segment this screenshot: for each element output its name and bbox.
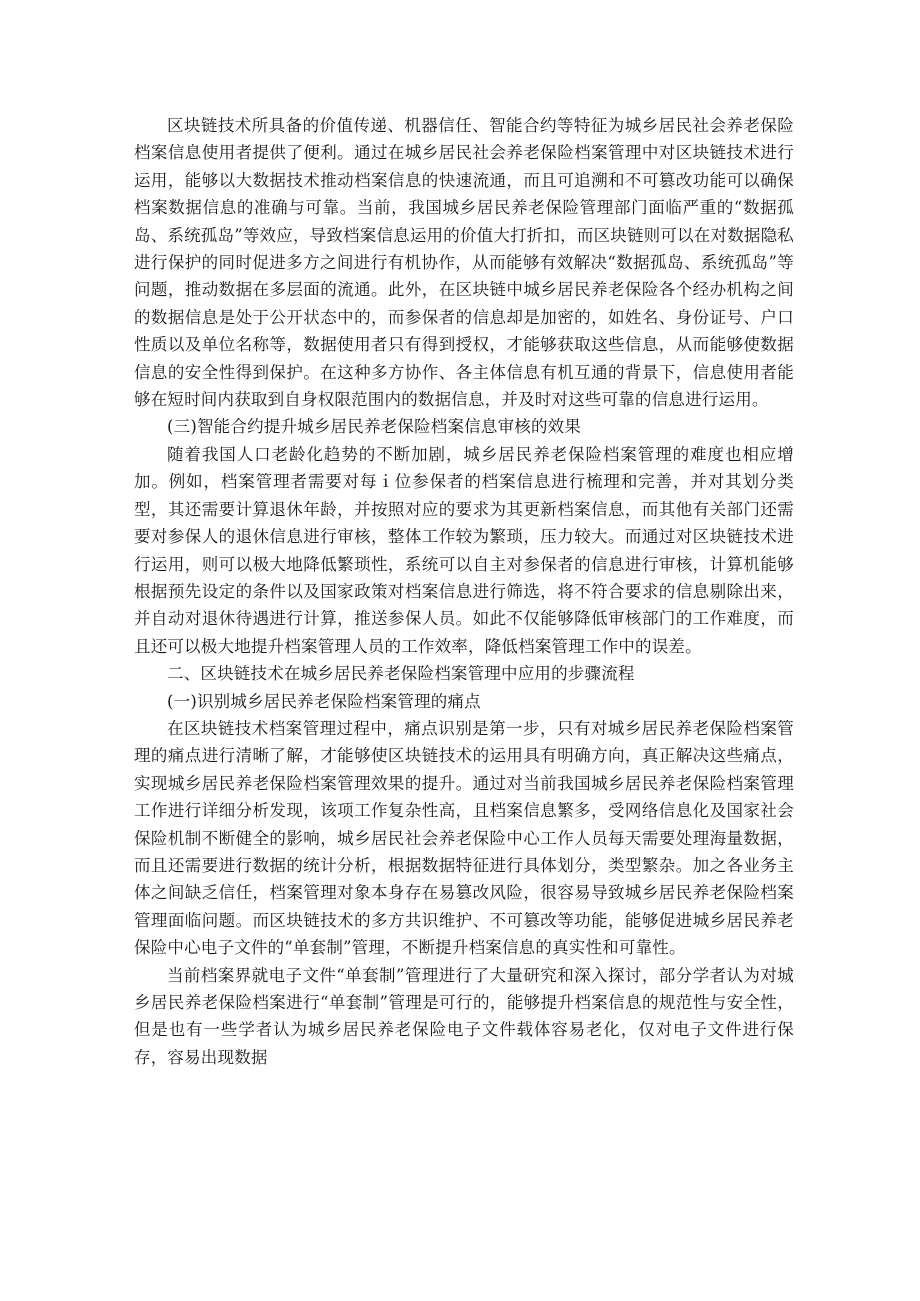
paragraph-blockchain-benefits: 区块链技术所具备的价值传递、机器信任、智能合约等特征为城乡居民社会养老保险档案信息使用者提供了便利。通过在城乡居民社会养老保险档案管理中对区块链技术进行运用，能够以大数据技术推动档案信息的快速流通，而且可追溯和不可篡改功能可以确保档案数据信息的准确与可靠。当前，我国城乡居民养老保险管理部门面临严重的“数据孤岛、系统孤岛”等效应，导致档案信息运用的价值大打折扣，而区块链则可以在对数据隐私进行保护的同时促进多方之间进行有机协作，从而能够有效解决“数据孤岛、系统孤岛”等问题，推动数据在多层面的流通。此外，在区块链中城乡居民养老保险各个经办机构之间的数据信息是处于公开状态中的，而参保者的信息却是加密的，如姓名、身份证号、户口性质以及单位名称等，数据使用者只有得到授权，才能够获取这些信息，从而能够使数据信息的安全性得到保护。在这种多方协作、各主体信息有机互通的背景下，信息使用者能够在短时间内获取到自身权限范围内的数据信息，并及时对这些可靠的信息进行运用。: [134, 116, 794, 410]
section-heading-smart-contract: (三)智能合约提升城乡居民养老保险档案信息审核的效果: [167, 417, 582, 437]
document-body: [134, 112, 794, 1071]
chapter-heading-application-steps: 二、区块链技术在城乡居民养老保险档案管理中应用的步骤流程: [167, 664, 635, 684]
paragraph-pain-points: 在区块链技术档案管理过程中，痛点识别是第一步，只有对城乡居民养老保险档案管理的痛点进行清晰了解，才能够使区块链技术的运用具有明确方向，真正解决这些痛点，实现城乡居民养老保险档案管理效果的提升。通过对当前我国城乡居民养老保险档案管理工作进行详细分析发现，该项工作复杂性高，且档案信息繁多，受网络信息化及国家社会保险机制不断健全的影响，城乡居民社会养老保险中心工作人员每天需要处理海量数据，而且还需要进行数据的统计分析，根据数据特征进行具体划分，类型繁杂。加之各业务主体之间缺乏信任，档案管理对象本身存在易篡改风险，很容易导致城乡居民养老保险档案管理面临问题。而区块链技术的多方共识维护、不可篡改等功能，能够促进城乡居民养老保险中心电子文件的“单套制”管理，不断提升档案信息的真实性和可靠性。: [134, 718, 794, 958]
paragraph-single-set-management: 当前档案界就电子文件“单套制”管理进行了大量研究和深入探讨，部分学者认为对城乡居民养老保险档案进行“单套制”管理是可行的，能够提升档案信息的规范性与安全性，但是也有一些学者认为城乡居民养老保险电子文件载体容易老化，仅对电子文件进行保存，容易出现数据: [134, 965, 794, 1067]
section-heading-identify-pain-points: (一)识别城乡居民养老保险档案管理的痛点: [167, 691, 481, 711]
paragraph-smart-contract-review: 随着我国人口老龄化趋势的不断加剧，城乡居民养老保险档案管理的难度也相应增加。例如，档案管理者需要对每ｉ位参保者的档案信息进行梳理和完善，并对其划分类型，其还需要计算退休年龄，并按照对应的要求为其更新档案信息，而其他有关部门还需要对参保人的退休信息进行审核，整体工作较为繁琐，压力较大。而通过对区块链技术进行运用，则可以极大地降低繁琐性，系统可以自主对参保者的信息进行审核，计算机能够根据预先设定的条件以及国家政策对档案信息进行筛选，将不符合要求的信息剔除出来，并自动对退休待遇进行计算，推送参保人员。如此不仅能够降低审核部门的工作难度，而且还可以极大地提升档案管理人员的工作效率，降低档案管理工作中的误差。: [134, 444, 794, 656]
